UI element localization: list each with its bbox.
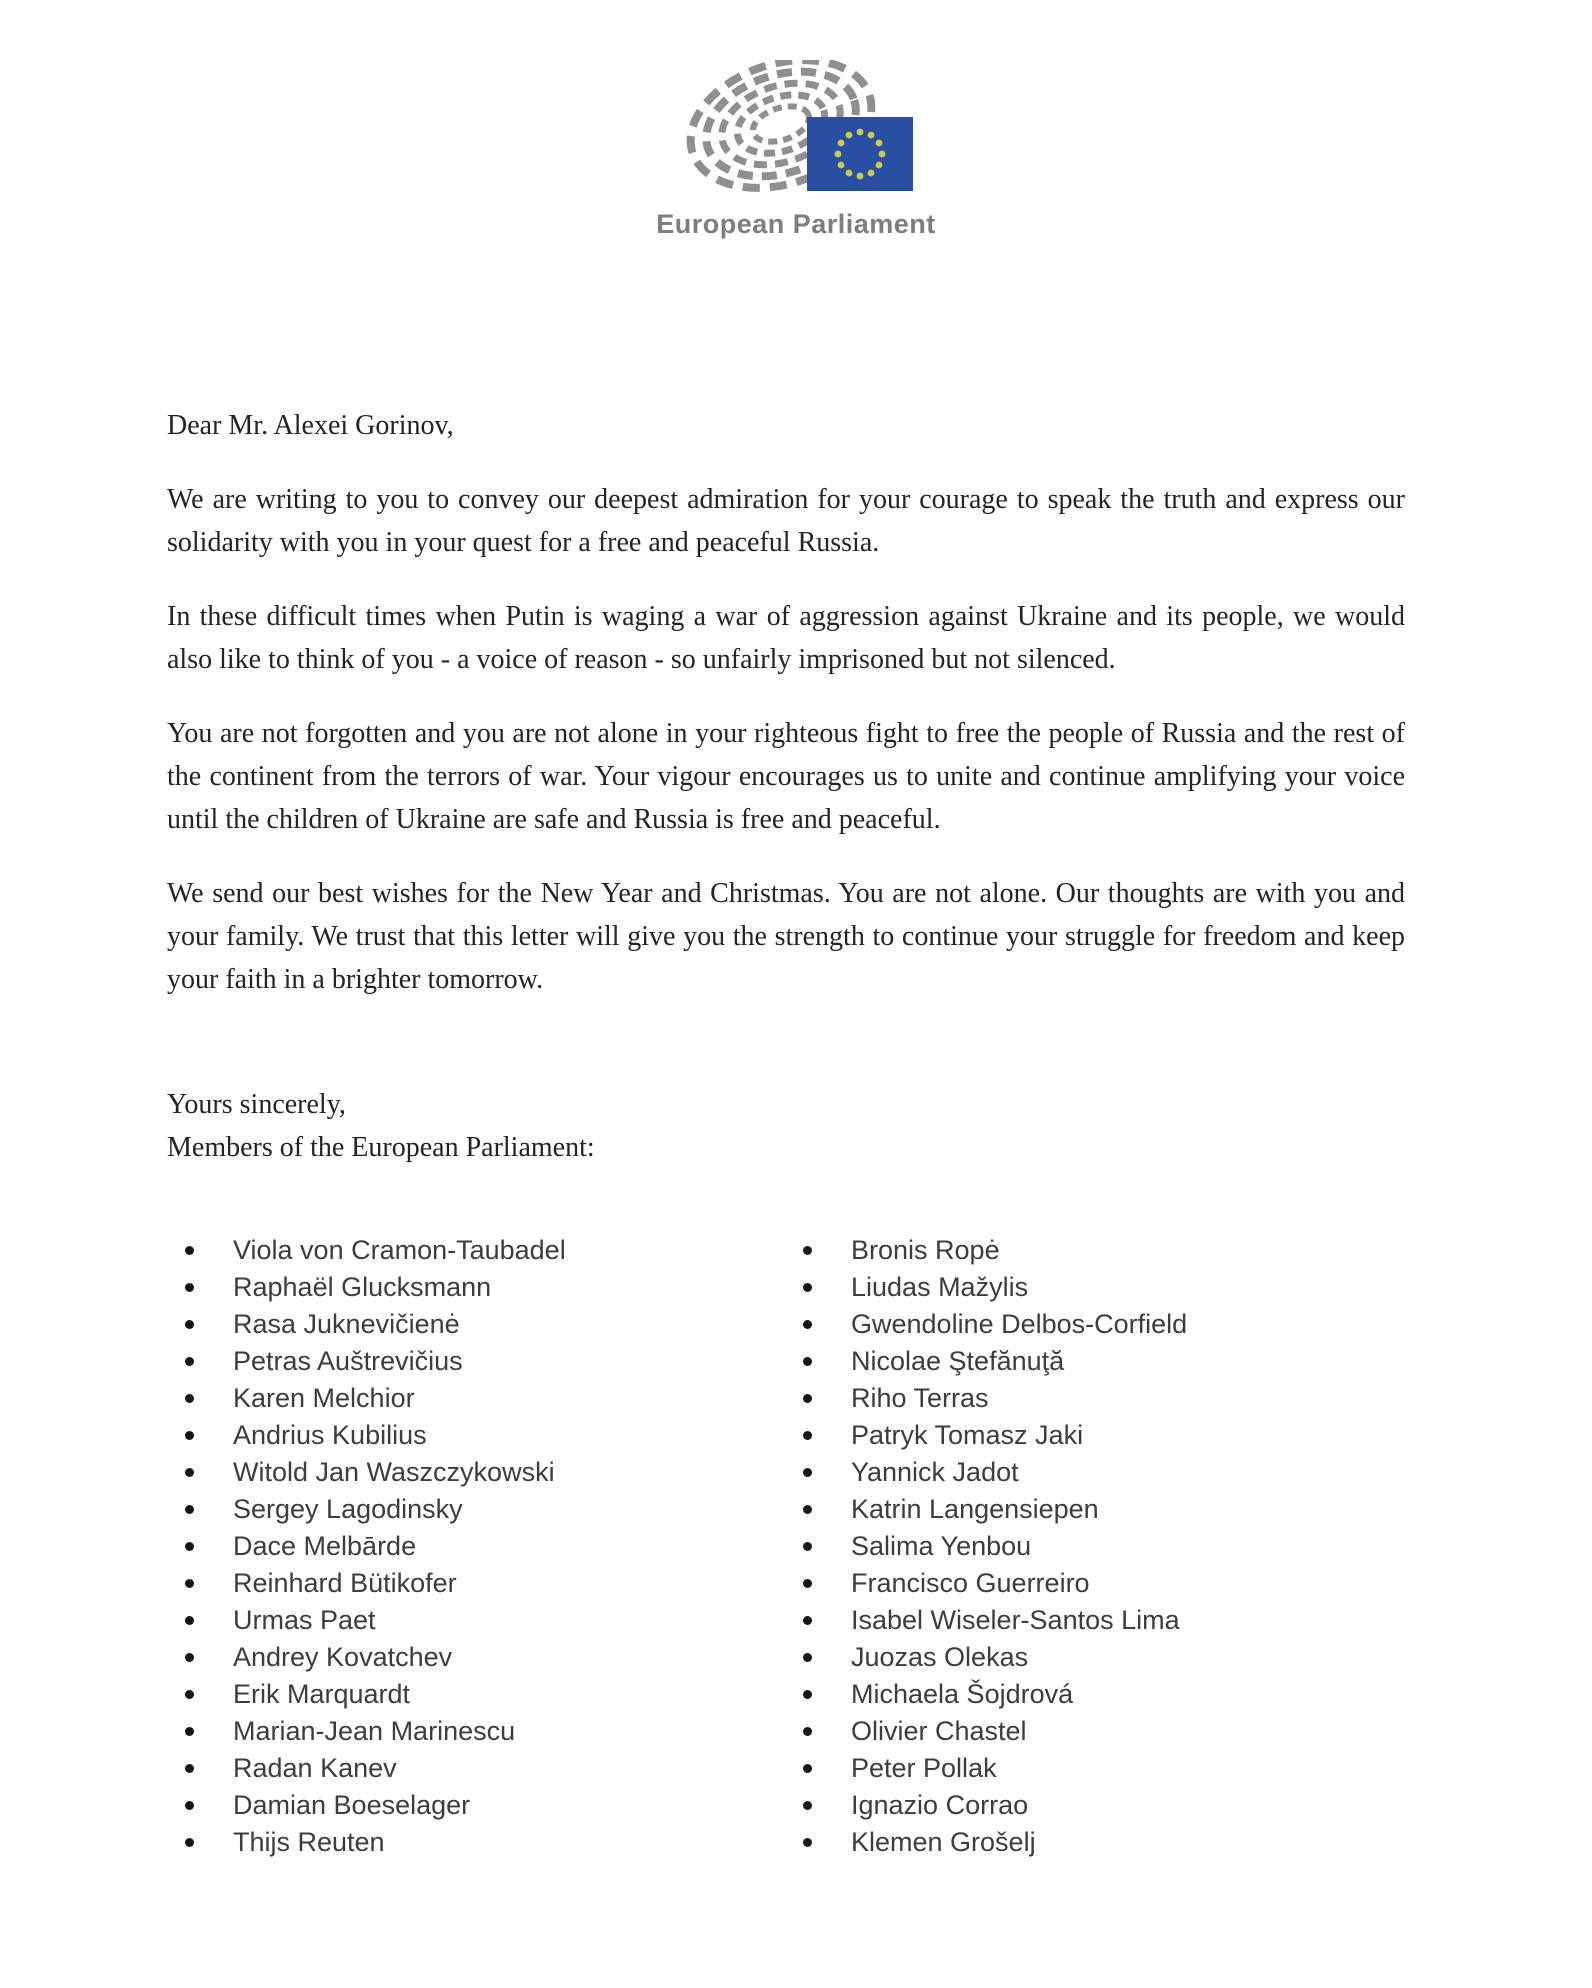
closing-block xyxy=(167,1083,1405,1169)
signatory-item: Karen Melchior xyxy=(167,1380,785,1417)
signatory-item: Marian-Jean Marinescu xyxy=(167,1713,785,1750)
signatory-item: Katrin Langensiepen xyxy=(785,1491,1447,1528)
signatory-item: Yannick Jadot xyxy=(785,1454,1447,1491)
signatory-item: Reinhard Bütikofer xyxy=(167,1565,785,1602)
signatory-item: Damian Boeselager xyxy=(167,1787,785,1824)
signatory-item: Thijs Reuten xyxy=(167,1824,785,1861)
letter-paragraph: We are writing to you to convey our deepest admiration for your courage to speak the truth and express our solidarity with you in your quest for a free and peaceful Russia. xyxy=(167,484,1405,558)
signatories-right-column xyxy=(785,1232,1447,1861)
signatory-item: Michaela Šojdrová xyxy=(785,1676,1447,1713)
signatory-item: Isabel Wiseler-Santos Lima xyxy=(785,1602,1447,1639)
signatory-item: Raphaël Glucksmann xyxy=(167,1269,785,1306)
signatory-item: Ignazio Corrao xyxy=(785,1787,1447,1824)
signatory-item: Patryk Tomasz Jaki xyxy=(785,1417,1447,1454)
signatory-item: Peter Pollak xyxy=(785,1750,1447,1787)
signatory-item: Sergey Lagodinsky xyxy=(167,1491,785,1528)
signatories-left-column xyxy=(167,1232,785,1861)
logo-label: European Parliament xyxy=(656,209,936,239)
signatory-item: Dace Melbārde xyxy=(167,1528,785,1565)
signatory-item: Liudas Mažylis xyxy=(785,1269,1447,1306)
european-parliament-logo xyxy=(681,60,911,192)
letter-paragraphs xyxy=(167,478,1405,1001)
signatory-item: Erik Marquardt xyxy=(167,1676,785,1713)
eu-flag-icon xyxy=(807,117,913,191)
signatories xyxy=(167,1232,1447,1861)
signatory-item: Juozas Olekas xyxy=(785,1639,1447,1676)
signatory-item: Klemen Grošelj xyxy=(785,1824,1447,1861)
signatory-item: Bronis Ropė xyxy=(785,1232,1447,1269)
signatory-item: Radan Kanev xyxy=(167,1750,785,1787)
closing-sincerely: Yours sincerely, xyxy=(167,1089,346,1120)
signatory-item: Witold Jan Waszczykowski xyxy=(167,1454,785,1491)
letter-paragraph: You are not forgotten and you are not alone in your righteous fight to free the people of Russia and the rest of the continent from the terrors of war. Your vigour encourages us to unite and continue amplifying your voice until the children of Ukraine are safe and Russia is free and peaceful. xyxy=(167,718,1405,835)
salutation: Dear Mr. Alexei Gorinov, xyxy=(167,410,454,441)
letter-body xyxy=(167,404,1405,1169)
signatory-item: Urmas Paet xyxy=(167,1602,785,1639)
signatory-item: Riho Terras xyxy=(785,1380,1447,1417)
letter-paragraph: We send our best wishes for the New Year and Christmas. You are not alone. Our thoughts are with you and your family. We trust that this letter will give you the strength to continue your struggle for freedom and keep your faith in a brighter tomorrow. xyxy=(167,878,1405,995)
letterhead xyxy=(0,0,1592,240)
signatory-item: Andrius Kubilius xyxy=(167,1417,785,1454)
signatory-item: Rasa Juknevičienė xyxy=(167,1306,785,1343)
signatory-item: Viola von Cramon-Taubadel xyxy=(167,1232,785,1269)
signatory-item: Petras Auštrevičius xyxy=(167,1343,785,1380)
letter-paragraph: In these difficult times when Putin is waging a war of aggression against Ukraine and its people, we would also like to think of you - a voice of reason - so unfairly imprisoned but not silenced. xyxy=(167,601,1405,675)
signatory-item: Olivier Chastel xyxy=(785,1713,1447,1750)
signatory-item: Francisco Guerreiro xyxy=(785,1565,1447,1602)
closing-members: Members of the European Parliament: xyxy=(167,1132,595,1163)
signatory-item: Salima Yenbou xyxy=(785,1528,1447,1565)
signatory-item: Andrey Kovatchev xyxy=(167,1639,785,1676)
signatory-item: Nicolae Ştefănuţă xyxy=(785,1343,1447,1380)
signatory-item: Gwendoline Delbos-Corfield xyxy=(785,1306,1447,1343)
